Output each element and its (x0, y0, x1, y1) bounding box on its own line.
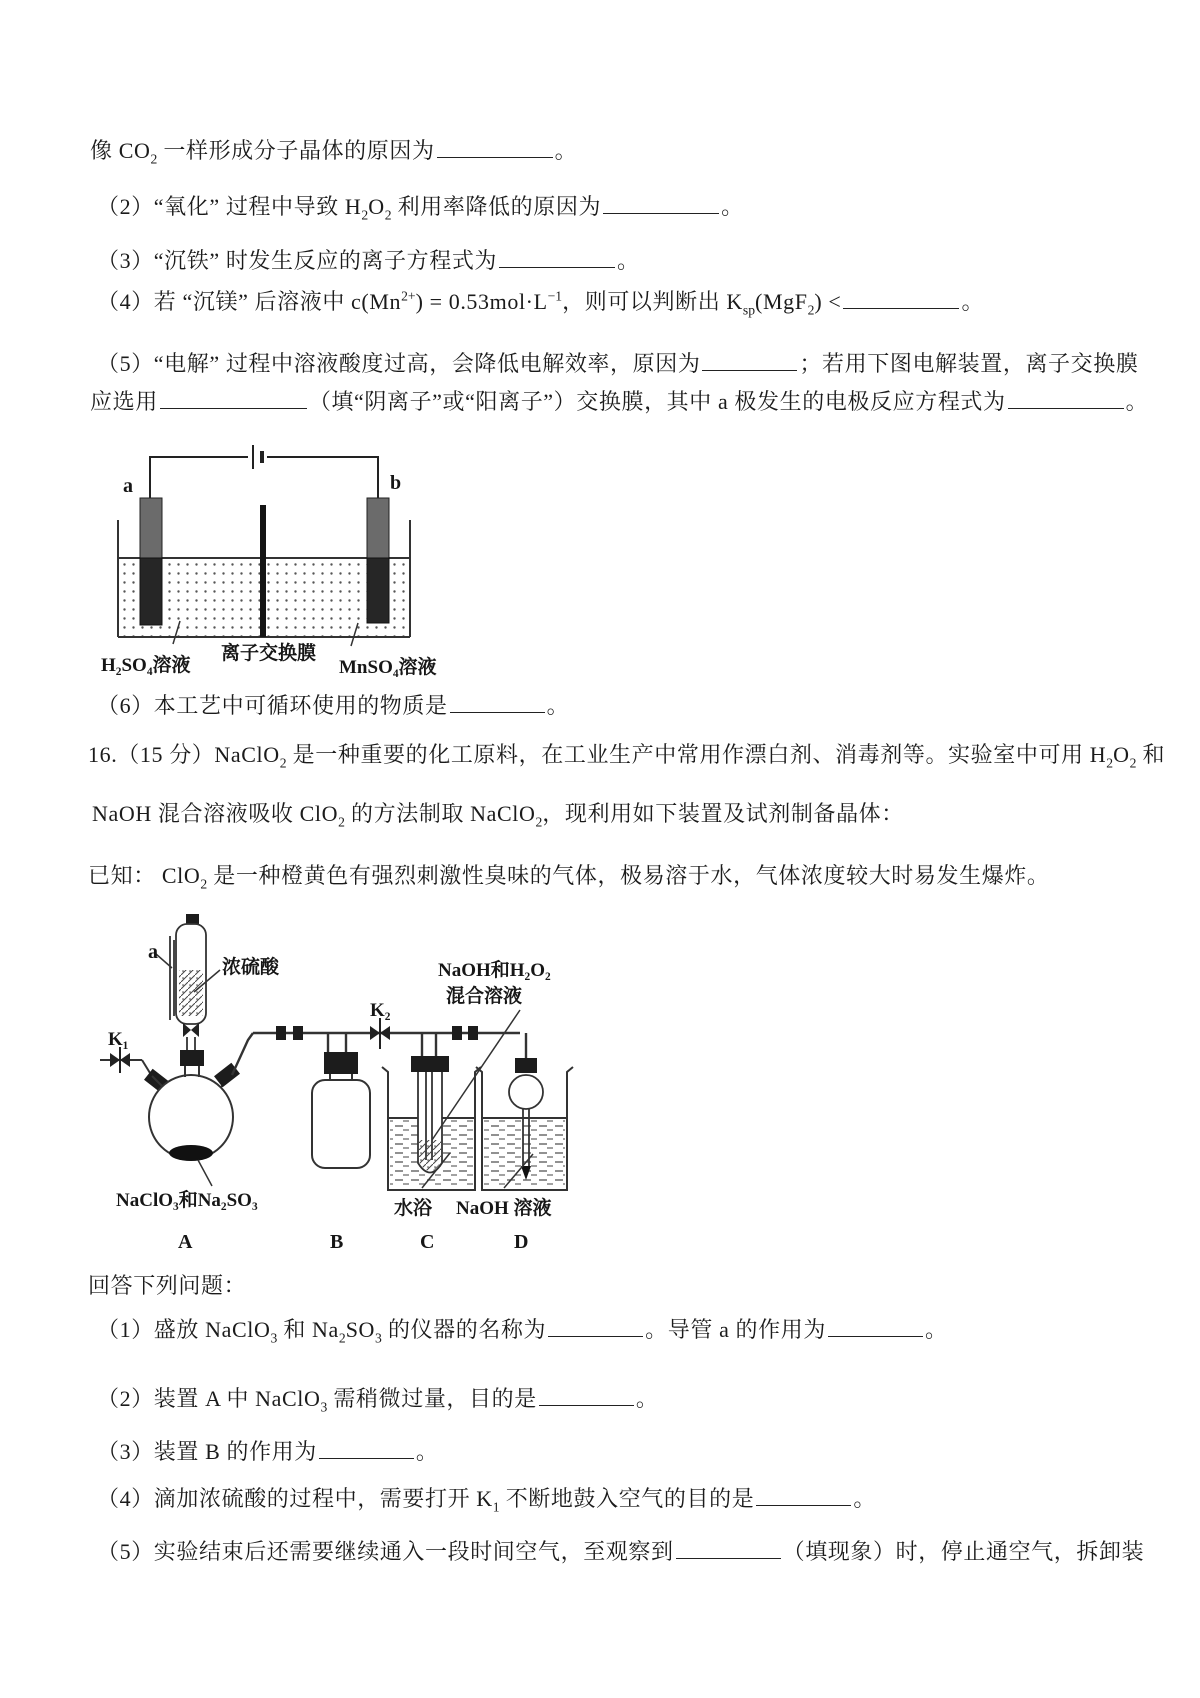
gas-preparation-apparatus-diagram (90, 870, 590, 1260)
text-line: （6）本工艺中可循环使用的物质是 。 (97, 693, 570, 718)
chem-subscript: 2 (384, 207, 392, 223)
answer-blank (160, 387, 307, 409)
stopcock-k2 (370, 1018, 390, 1049)
answer-blank (1008, 387, 1124, 409)
answer-blank (548, 1315, 643, 1337)
chem-subscript: 3 (270, 1330, 278, 1346)
answer-blank (676, 1537, 781, 1559)
k1-label: K₁ (108, 1029, 129, 1050)
unit-d-label: D (514, 1231, 529, 1253)
battery-icon (253, 445, 262, 469)
naoh-solution-label: NaOH 溶液 (456, 1198, 552, 1219)
ion-exchange-membrane-label: 离子交换膜 (221, 643, 317, 664)
text-line: （5）实验结束后还需要继续通入一段时间空气，至观察到 （填现象）时，停止通空气，拆卸装 (97, 1539, 1145, 1564)
chem-subscript: 2 (200, 876, 208, 892)
stopcock-k1 (100, 1047, 170, 1093)
text-line: 已知： ClO$_2$ 是一种橙黄色有强烈刺激性臭味的气体，极易溶于水，气体浓度较大时易发生爆炸。 (88, 863, 1050, 892)
text-line: （2）装置 A 中 NaClO$_3$ 需稍微过量，目的是 。 (97, 1386, 659, 1415)
text-line: （4）滴加浓硫酸的过程中，需要打开 $K_1$ 不断地鼓入空气的目的是 。 (97, 1486, 876, 1515)
unit-b-label: B (330, 1231, 344, 1253)
k2-label: K₂ (370, 1000, 391, 1021)
text-line: NaOH 混合溶液吸收 ClO$_2$ 的方法制取 NaClO$_2$，现利用如下装置及试剂制备晶体： (92, 801, 904, 830)
chem-subscript: 3 (375, 1330, 382, 1346)
text-line: （2）“氧化” 过程中导致 $H_2O_2$ 利用率降低的原因为 。 (97, 194, 744, 223)
chem-subscript: 2 (338, 1330, 346, 1346)
answer-blank (499, 246, 615, 268)
answer-blank (603, 192, 719, 214)
electrode-b-label: b (390, 472, 402, 494)
chem-subscript: 2 (150, 151, 158, 167)
electrode-a (140, 498, 162, 625)
electrolysis-cell-diagram (95, 418, 455, 684)
answer-blank (437, 136, 553, 158)
flask-contents-label: NaClO₃和Na₂SO₃ (116, 1190, 258, 1211)
h2so4-solution-label: H₂SO₄溶液 (101, 655, 191, 676)
chem-subscript: 2 (1106, 755, 1114, 771)
chem-subscript: 3 (320, 1399, 328, 1415)
electrode-b (367, 498, 389, 623)
acid-label: 浓硫酸 (222, 957, 280, 978)
chem-subscript: 2 (279, 755, 287, 771)
chem-subscript: 2 (338, 814, 345, 830)
safety-bottle-b (312, 1052, 370, 1168)
tube-a-label: a (148, 941, 158, 963)
chem-subscript: 2 (1129, 755, 1137, 771)
text-line: （3）装置 B 的作用为 。 (97, 1439, 439, 1464)
ion-exchange-membrane (260, 505, 266, 637)
absorb-solution-label-line1: NaOH和H₂O₂ (438, 960, 551, 981)
text-line: 应选用 （填“阴离子”或“阳离子”）交换膜，其中 a 极发生的电极反应方程式为 。 (90, 389, 1149, 414)
text-line: 16.（15 分）NaClO$_2$ 是一种重要的化工原料，在工业生产中常用作漂白剂、消毒剂等。实验室中可用 $H_2O_2$ 和 (88, 742, 1166, 771)
chem-subscript: 2 (807, 302, 815, 318)
answer-blank (843, 287, 959, 309)
chem-subscript: 2 (535, 814, 543, 830)
unit-c-label: C (420, 1231, 435, 1253)
answer-blank (450, 691, 545, 713)
chem-superscript: −1 (547, 288, 563, 304)
circuit-wires (150, 457, 378, 500)
dropping-funnel (170, 914, 206, 1066)
electrode-a-label: a (123, 475, 133, 497)
text-line: （1）盛放 NaClO$_3$ 和 $Na_2SO_3$ 的仪器的名称为 。导管 a 的作用为 。 (97, 1317, 948, 1346)
answer-blank (702, 349, 797, 371)
chem-subscript: 2 (361, 207, 369, 223)
text-line: 像 $CO_2$ 一样形成分子晶体的原因为 。 (90, 138, 578, 167)
chem-subscript: 1 (492, 1499, 500, 1515)
text-line: （4）若 “沉镁” 后溶液中 $c(Mn^{2+}) = 0.53mol\cdot L^{-1}$，则可以判断出 $K_{sp}(MgF_2)$ < 。 (97, 288, 985, 318)
chem-superscript: 2+ (401, 288, 416, 304)
answer-blank (319, 1437, 414, 1459)
chem-subscript: sp (742, 302, 756, 318)
mnso4-solution-label: MnSO₄溶液 (339, 657, 437, 678)
text-line: （3）“沉铁” 时发生反应的离子方程式为 。 (97, 248, 640, 273)
text-line: （5）“电解” 过程中溶液酸度过高，会降低电解效率，原因为 ；若用下图电解装置，离子交换膜 (97, 351, 1139, 376)
water-bath-label: 水浴 (394, 1198, 433, 1219)
answer-blank (828, 1315, 923, 1337)
unit-a-label: A (178, 1231, 193, 1253)
text-line: 回答下列问题： (88, 1273, 247, 1298)
answer-blank (539, 1384, 634, 1406)
answer-blank (756, 1484, 851, 1506)
absorb-solution-label-line2: 混合溶液 (446, 986, 523, 1007)
